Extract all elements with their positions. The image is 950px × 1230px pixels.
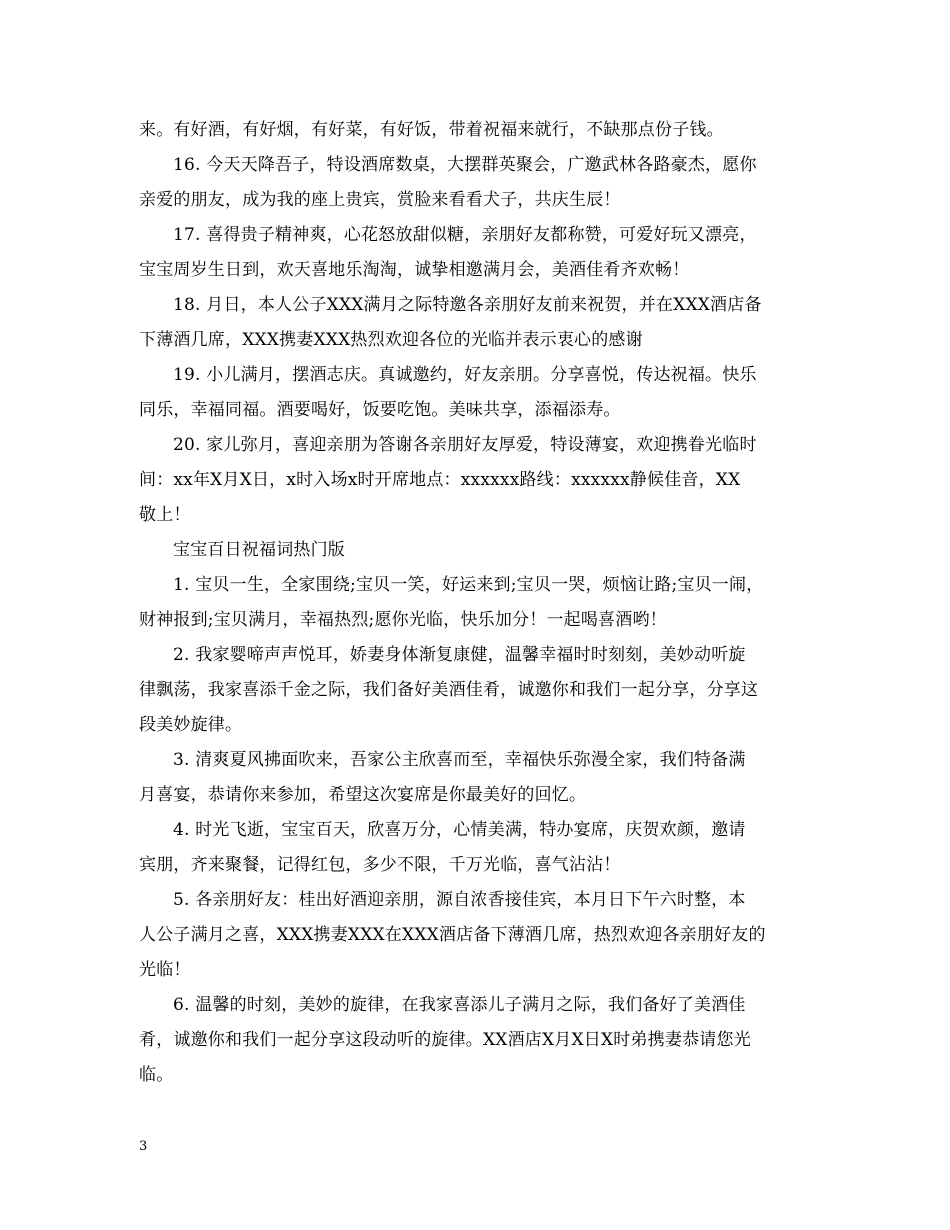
- page-number: 3: [139, 1139, 148, 1154]
- text-line: 2. 我家婴啼声声悦耳，娇妻身体渐复康健，温馨幸福时时刻刻，美妙动听旋: [173, 645, 746, 665]
- text-line: 宾朋，齐来聚餐，记得红包，多少不限，千万光临，喜气沾沾！: [139, 855, 621, 875]
- text-line: 肴，诚邀你和我们一起分享这段动听的旋律。XX酒店X月X日X时弟携妻恭请您光: [139, 1030, 751, 1050]
- text-line: 1. 宝贝一生，全家围绕;宝贝一笑，好运来到;宝贝一哭，烦恼让路;宝贝一闹，: [173, 575, 764, 595]
- text-line: 光临！: [139, 960, 191, 980]
- text-line: 5. 各亲朋好友：桂出好酒迎亲朋，源自浓香接佳宾，本月日下午六时整，本: [173, 890, 746, 910]
- text-line: 宝宝周岁生日到，欢天喜地乐淘淘，诚挚相邀满月会，美酒佳肴齐欢畅！: [139, 260, 690, 280]
- text-line: 临。: [139, 1065, 174, 1085]
- text-line: 18. 月日，本人公子XXX满月之际特邀各亲朋好友前来祝贺，并在XXX酒店备: [173, 295, 762, 315]
- text-line: 20. 家儿弥月，喜迎亲朋为答谢各亲朋好友厚爱，特设薄宴，欢迎携眷光临时: [173, 435, 757, 455]
- text-line: 律飘荡，我家喜添千金之际，我们备好美酒佳肴，诚邀你和我们一起分享，分享这: [139, 680, 759, 700]
- text-line: 6. 温馨的时刻，美妙的旋律，在我家喜添儿子满月之际，我们备好了美酒佳: [173, 995, 746, 1015]
- text-line: 19. 小儿满月，摆酒志庆。真诚邀约，好友亲朋。分享喜悦，传达祝福。快乐: [173, 365, 757, 385]
- text-line: 人公子满月之喜，XXX携妻XXX在XXX酒店备下薄酒几席，热烈欢迎各亲朋好友的: [139, 925, 766, 945]
- text-line: 4. 时光飞逝，宝宝百天，欣喜万分，心情美满，特办宴席，庆贺欢颜，邀请: [173, 820, 746, 840]
- text-line: 同乐，幸福同福。酒要喝好，饭要吃饱。美味共享，添福添寿。: [139, 400, 621, 420]
- text-line: 17. 喜得贵子精神爽，心花怒放甜似糖，亲朋好友都称赞，可爱好玩又漂亮，: [173, 225, 757, 245]
- text-line: 敬上！: [139, 505, 191, 525]
- text-line: 段美妙旋律。: [139, 715, 243, 735]
- text-line: 月喜宴，恭请你来参加，希望这次宴席是你最美好的回忆。: [139, 785, 587, 805]
- text-line: 16. 今天天降吾子，特设酒席数桌，大摆群英聚会，广邀武林各路豪杰，愿你: [173, 155, 757, 175]
- text-line: 财神报到;宝贝满月，幸福热烈;愿你光临，快乐加分！一起喝喜酒哟！: [139, 610, 667, 630]
- text-line: 来。有好酒，有好烟，有好菜，有好饭，带着祝福来就行，不缺那点份子钱。: [139, 120, 724, 140]
- text-line: 亲爱的朋友，成为我的座上贵宾，赏脸来看看犬子，共庆生辰！: [139, 190, 621, 210]
- text-line: 下薄酒几席，XXX携妻XXX热烈欢迎各位的光临并表示衷心的感谢: [139, 330, 643, 350]
- text-line: 间：xx年X月X日，x时入场x时开席地点：xxxxxx路线：xxxxxx静候佳音，XX: [139, 470, 741, 490]
- section-heading: 宝宝百日祝福词热门版: [173, 540, 345, 560]
- text-line: 3. 清爽夏风拂面吹来，吾家公主欣喜而至，幸福快乐弥漫全家，我们特备满: [173, 750, 746, 770]
